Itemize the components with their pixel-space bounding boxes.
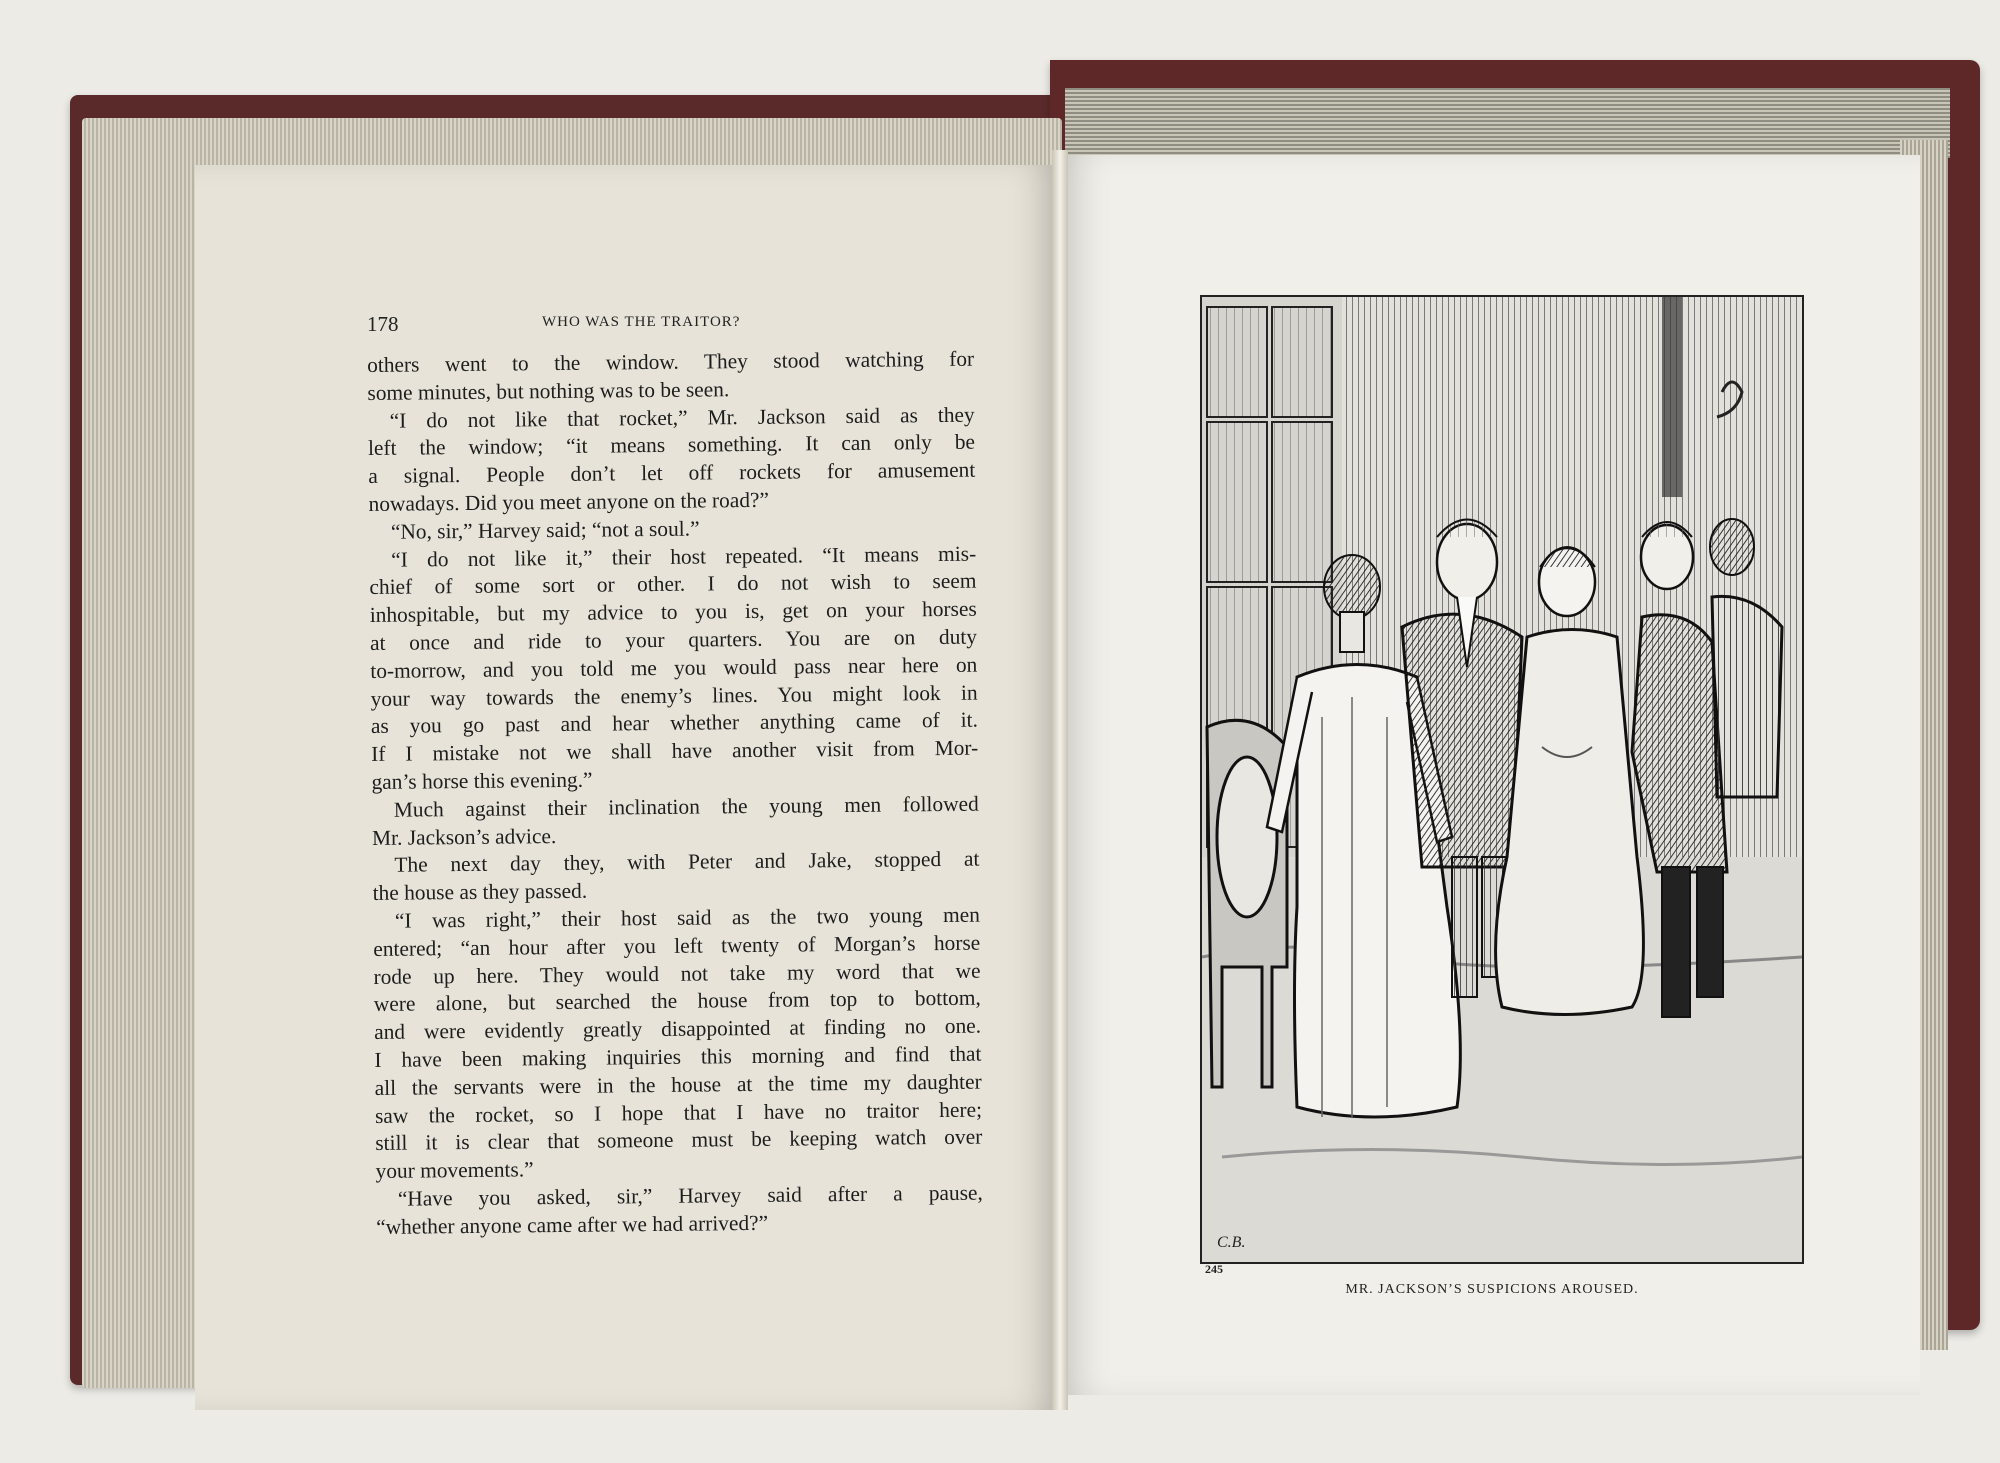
text-line: “I do not like that rocket,” Mr. Jackson said as they bbox=[389, 402, 975, 433]
text-line: “whether anyone came after we had arrived?” bbox=[376, 1210, 769, 1239]
text-line: entered; “an hour after you left twenty of Morgan’s horse bbox=[373, 930, 981, 961]
text-line: gan’s horse this evening.” bbox=[371, 767, 593, 794]
text-line: If I mistake not we shall have another visit from Mor- bbox=[371, 735, 979, 767]
body-text bbox=[367, 346, 983, 1242]
text-line: were alone, but searched the house from top to bottom, bbox=[373, 985, 981, 1017]
text-line: saw the rocket, so I hope that I have no traitor here; bbox=[374, 1097, 983, 1128]
page-header bbox=[367, 312, 967, 342]
text-line: to-morrow, and you told me you would pass near here on bbox=[370, 652, 978, 683]
text-line: nowadays. Did you meet anyone on the road?” bbox=[368, 487, 770, 516]
text-line: inhospitable, but my advice to you is, get on your horses bbox=[369, 596, 977, 628]
text-line: Much against their inclination the young men followed bbox=[393, 791, 979, 822]
text-line: a signal. People don’t let off rockets for amusement bbox=[368, 457, 976, 489]
plate-number: 245 bbox=[1205, 1262, 1223, 1276]
text-line: “No, sir,” Harvey said; “not a soul.” bbox=[390, 516, 700, 544]
illustration-signature: C.B. bbox=[1217, 1234, 1246, 1251]
text-line: your way towards the enemy’s lines. You might look in bbox=[370, 680, 978, 711]
page-number: 178 bbox=[367, 312, 399, 336]
text-line: Mr. Jackson’s advice. bbox=[371, 823, 557, 850]
text-line: I have been making inquiries this morning and find that bbox=[374, 1041, 982, 1072]
text-line: at once and ride to your quarters. You are on duty bbox=[369, 624, 978, 655]
text-line: others went to the window. They stood watching for bbox=[367, 346, 975, 377]
page-edges-top-right bbox=[1065, 88, 1950, 158]
text-line: left the window; “it means something. It can only be bbox=[367, 430, 976, 461]
text-line: chief of some sort or other. I do not wish to seem bbox=[369, 569, 977, 600]
book-gutter bbox=[1052, 150, 1068, 1410]
engraving-drawing bbox=[1202, 297, 1802, 1262]
text-line: “I was right,” their host said as the two young men bbox=[394, 902, 981, 933]
text-line: some minutes, but nothing was to be seen. bbox=[367, 377, 730, 405]
running-head: WHO WAS THE TRAITOR? bbox=[542, 314, 741, 330]
text-line: rode up here. They would not take my word that we bbox=[373, 958, 981, 989]
text-line: still it is clear that someone must be keeping watch over bbox=[375, 1124, 983, 1156]
illustration-engraving bbox=[1200, 295, 1804, 1264]
text-line: your movements.” bbox=[375, 1157, 534, 1184]
text-line: and were evidently greatly disappointed at finding no one. bbox=[373, 1013, 982, 1045]
text-line: all the servants were in the house at the time my daughter bbox=[374, 1069, 982, 1100]
text-line: “I do not like it,” their host repeated. “It means mis- bbox=[391, 541, 977, 572]
text-line: the house as they passed. bbox=[372, 878, 588, 906]
text-line: as you go past and hear whether anything came of it. bbox=[370, 707, 979, 739]
text-line: The next day they, with Peter and Jake, stopped at bbox=[394, 846, 980, 878]
text-line: “Have you asked, sir,” Harvey said after a pause, bbox=[397, 1180, 983, 1211]
illustration-caption: MR. JACKSON’S SUSPICIONS AROUSED. bbox=[1345, 1282, 1639, 1297]
